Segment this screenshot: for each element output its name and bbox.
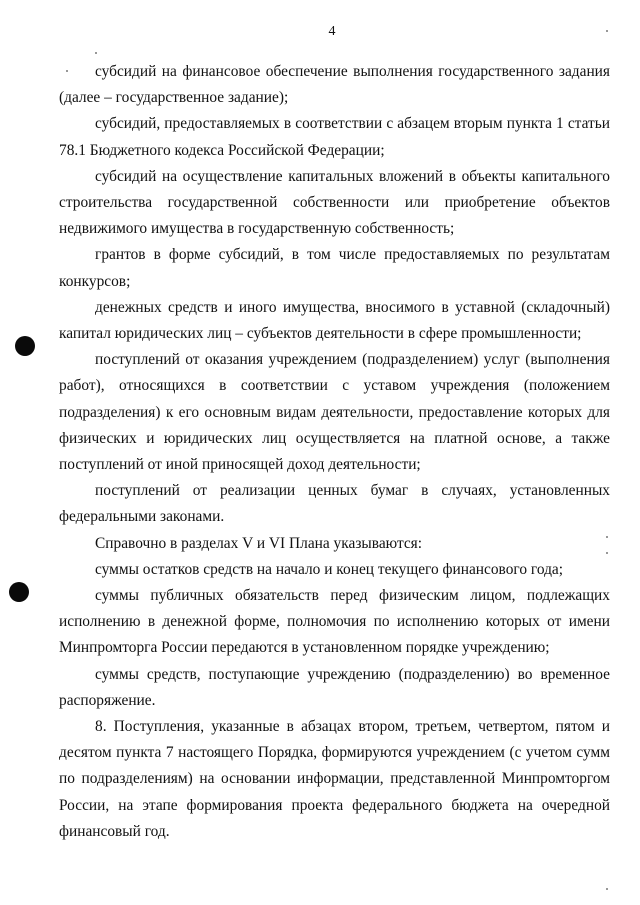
scan-speck [606,30,608,32]
paragraph: субсидий на финансовое обеспечение выполнения государственного задания (далее – государственное задание); [59,63,610,107]
paragraph: грантов в форме субсидий, в том числе предоставляемых по результатам конкурсов; [59,246,610,290]
page-number: 4 [328,24,336,39]
paragraph: 8. Поступления, указанные в абзацах втором, третьем, четвертом, пятом и десятом пункта 7 настоящего Порядка, формируются учреждением (с учетом сумм по подразделениям) на основании информации, представленной Минпромторгом России, на этапе формирования проекта федерального бюджета на очередной финансовый год. [59,718,610,840]
paragraph: поступлений от оказания учреждением (подразделением) услуг (выполнения работ), относящихся в соответствии с уставом учреждения (положением подразделения) к его основным видам деятельности, предоставление которых для физических и юридических лиц осуществляется на платной основе, а также поступлений от иной приносящей доход деятельности; [59,351,610,474]
paragraph: суммы остатков средств на начало и конец текущего финансового года; [95,560,564,578]
punch-hole-mark [9,582,29,602]
paragraph: суммы средств, поступающие учреждению (подразделению) во временное распоряжение. [59,665,610,709]
scan-speck [606,888,608,890]
paragraph: субсидий, предоставляемых в соответствии с абзацем вторым пункта 1 статьи 78.1 Бюджетного кодекса Российской Федерации; [59,115,610,159]
document-body [59,59,610,845]
paragraph: субсидий на осуществление капитальных вложений в объекты капитального строительства государственной собственности или приобретение объектов недвижимого имущества в государственную собственность; [59,167,610,238]
paragraph: Справочно в разделах V и VI Плана указываются: [95,534,423,552]
paragraph: денежных средств и иного имущества, вносимого в уставной (складочный) капитал юридических лиц – субъектов деятельности в сфере промышленности; [59,298,610,343]
paragraph: поступлений от реализации ценных бумаг в случаях, установленных федеральными законами. [59,482,610,526]
scan-speck [95,52,97,54]
punch-hole-mark [15,336,35,356]
paragraph: суммы публичных обязательств перед физическим лицом, подлежащих исполнению в денежной форме, полномочия по исполнению которых от имени Минпромторга России передаются в установленном порядке учреждению; [59,587,610,657]
